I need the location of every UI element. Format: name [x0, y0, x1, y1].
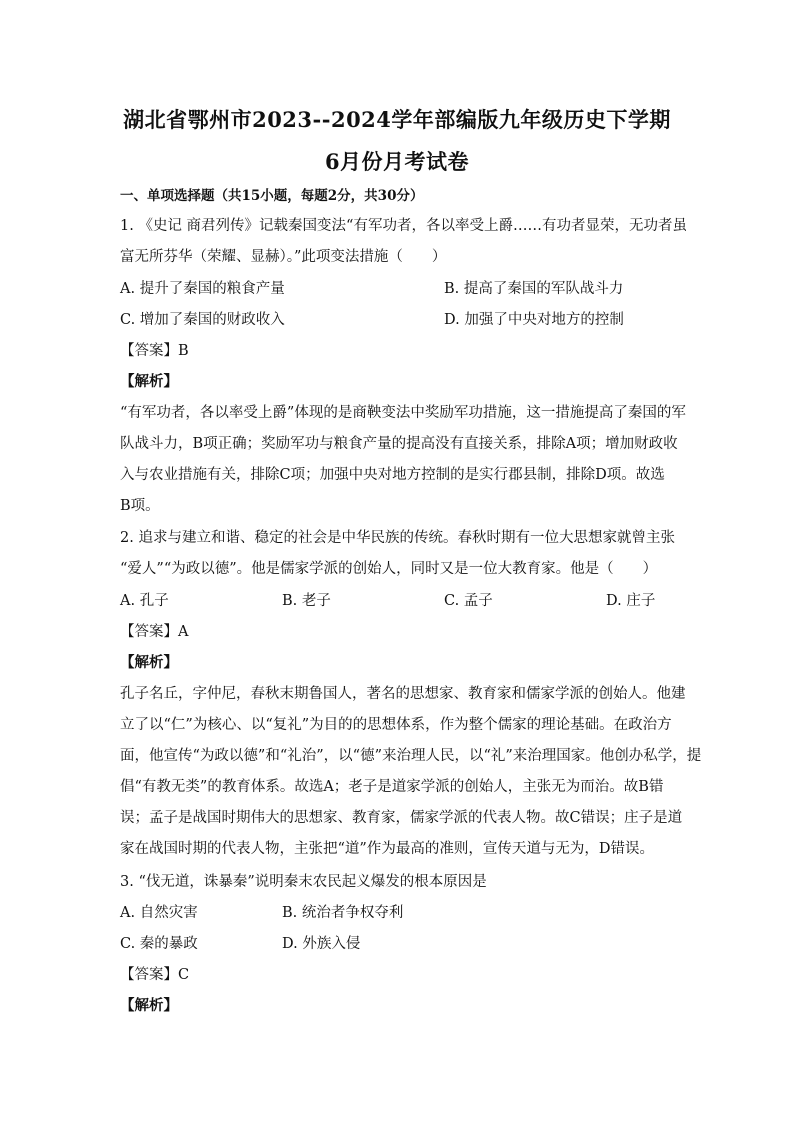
q3-option-c: C. 秦的暴政	[120, 936, 198, 952]
q1-analysis-line: B项。	[120, 498, 160, 514]
q1-stem-line: 1. 《史记 商君列传》记载秦国变法“有军功者，各以率受上爵……有功者显荣，无功者虽	[120, 218, 687, 234]
q2-analysis-line: 面，他宣传“为政以德”和“礼治”，以“德”来治理人民，以“礼”来治理国家。他创办私学，提	[120, 748, 702, 764]
q2-analysis-line: 误；孟子是战国时期伟大的思想家、教育家，儒家学派的代表人物。故C错误；庄子是道	[120, 810, 683, 826]
q2-option-a: A. 孔子	[120, 593, 169, 609]
q1-option-d: D. 加强了中央对地方的控制	[444, 312, 624, 328]
q2-option-b: B. 老子	[282, 593, 331, 609]
q1-analysis-line: 队战斗力，B项正确；奖励军功与粮食产量的提高没有直接关系，排除A项；增加财政收	[120, 436, 678, 452]
q2-analysis-line: 立了以“仁”为核心、以“复礼”为目的的思想体系，作为整个儒家的理论基础。在政治方	[120, 717, 672, 733]
q3-option-b: B. 统治者争权夺利	[282, 905, 404, 921]
q3-option-d: D. 外族入侵	[282, 936, 361, 952]
q2-option-c: C. 孟子	[444, 593, 493, 609]
q2-option-d: D. 庄子	[606, 593, 656, 609]
q3-option-a: A. 自然灾害	[120, 905, 198, 921]
q2-answer: 【答案】A	[120, 624, 189, 640]
q1-analysis-label: 【解析】	[120, 373, 178, 390]
doc-title-line2: 6月份月考试卷	[324, 149, 470, 174]
q1-analysis-line: 入与农业措施有关，排除C项；加强中央对地方控制的是实行郡县制，排除D项。故选	[120, 467, 665, 483]
q1-option-a: A. 提升了秦国的粮食产量	[120, 281, 285, 297]
q2-stem-line: 2. 追求与建立和谐、稳定的社会是中华民族的传统。春秋时期有一位大思想家就曾主张	[120, 530, 675, 546]
q3-answer: 【答案】C	[120, 967, 190, 983]
q1-analysis-line: “有军功者，各以率受上爵”体现的是商鞅变法中奖励军功措施，这一措施提高了秦国的军	[120, 405, 686, 421]
section-heading: 一、单项选择题（共15小题，每题2分，共30分）	[120, 188, 424, 204]
q3-analysis-label: 【解析】	[120, 997, 178, 1014]
doc-title-line1: 湖北省鄂州市2023--2024学年部编版九年级历史下学期	[123, 107, 671, 132]
q2-analysis-line: 倡“有教无类”的教育体系。故选A；老子是道家学派的创始人，主张无为而治。故B错	[120, 779, 664, 795]
q3-stem: 3. “伐无道，诛暴秦”说明秦末农民起义爆发的根本原因是	[120, 874, 487, 890]
q2-stem-line: “爱人”“为政以德”。他是儒家学派的创始人，同时又是一位大教育家。他是（ ）	[120, 561, 658, 577]
q1-option-b: B. 提高了秦国的军队战斗力	[444, 281, 624, 297]
q1-stem-line: 富无所芬华（荣耀、显赫）。”此项变法措施（ ）	[120, 249, 447, 265]
q1-answer: 【答案】B	[120, 343, 189, 359]
q2-analysis-line: 家在战国时期的代表人物，主张把“道”作为最高的准则，宣传天道与无为，D错误。	[120, 841, 654, 857]
q2-analysis-label: 【解析】	[120, 654, 178, 671]
q2-analysis-line: 孔子名丘，字仲尼，春秋末期鲁国人，著名的思想家、教育家和儒家学派的创始人。他建	[120, 686, 686, 702]
q1-option-c: C. 增加了秦国的财政收入	[120, 312, 285, 328]
